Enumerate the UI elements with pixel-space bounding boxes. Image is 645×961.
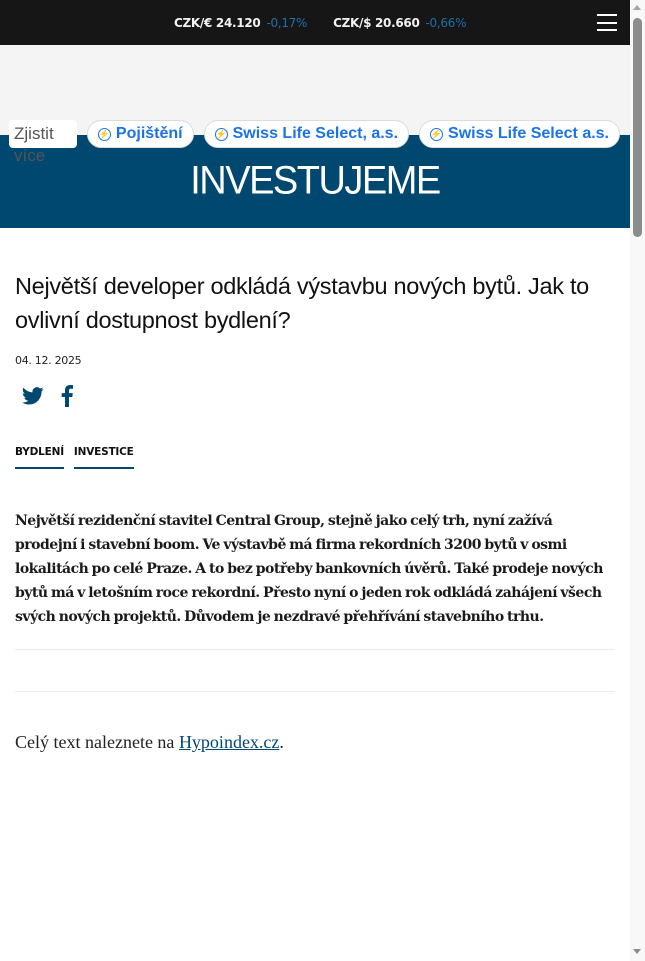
bolt-circle-icon: ⚡	[215, 128, 227, 139]
rate-usd	[333, 16, 466, 30]
top-bar	[0, 0, 630, 45]
ad-chip-swiss-life-select-2[interactable]	[419, 120, 620, 148]
ad-chip-swiss-life-select-1[interactable]	[204, 120, 409, 148]
exchange-rates	[174, 0, 492, 45]
source-link[interactable]: Hypoindex.cz	[178, 732, 280, 752]
facebook-share-button[interactable]	[59, 384, 75, 408]
vertical-scrollbar[interactable]	[630, 0, 645, 961]
rate-eur-change: -0,17%	[266, 15, 308, 30]
facebook-icon	[61, 385, 73, 407]
ad-chips	[9, 120, 630, 165]
rate-eur	[174, 16, 307, 30]
rate-usd-value: CZK/$ 20.660	[333, 15, 420, 30]
twitter-share-button[interactable]	[21, 384, 45, 408]
article	[0, 269, 630, 753]
twitter-icon	[22, 387, 44, 405]
scroll-up-arrow-icon[interactable]	[633, 5, 641, 10]
ad-bar	[0, 45, 630, 165]
ad-chip-pojisteni[interactable]	[87, 120, 194, 148]
ad-chip-label: Swiss Life Select, a.s.	[232, 125, 399, 142]
source-suffix: .	[279, 732, 284, 752]
rate-eur-value: CZK/€ 24.120	[174, 15, 261, 30]
ad-chip-label: Swiss Life Select a.s.	[448, 125, 609, 142]
source-prefix: Celý text naleznete na	[15, 732, 179, 752]
tag-investice[interactable]: INVESTICE	[74, 446, 134, 469]
menu-line	[597, 22, 617, 24]
article-title: Největší developer odkládá výstavbu nových bytů. Jak to ovlivní dostupnost bydlení?	[15, 273, 589, 333]
bolt-circle-icon: ⚡	[430, 128, 443, 139]
menu-line	[597, 14, 617, 16]
source-note	[15, 732, 615, 753]
scrollbar-thumb[interactable]	[633, 18, 642, 237]
bolt-circle-icon: ⚡	[98, 128, 111, 139]
article-lead: Největší rezidenční stavitel Central Group, stejně jako celý trh, nyní zažívá prodejní i stavební boom. Ve výstavbě má firma rekordních 3200 bytů v osmi lokalitách po celé Praze. A to bez potřeby bankovních úvěrů. Také prodeje nových bytů má v letošním roce rekordní. Přesto nyní o jeden rok odkládá zahájení všech svých nových projektů. Důvodem je nezdravé přehřívání stavebního trhu.	[15, 513, 603, 625]
ad-chip-label: Pojištění	[115, 125, 183, 142]
scroll-down-arrow-icon[interactable]	[633, 949, 641, 954]
brand-banner[interactable]	[0, 135, 630, 228]
article-date: 04. 12. 2025	[15, 354, 82, 367]
rate-usd-change: -0,66%	[425, 15, 467, 30]
article-tags	[15, 446, 615, 469]
divider	[15, 649, 615, 650]
divider	[15, 691, 615, 692]
hamburger-menu-icon[interactable]	[597, 14, 617, 31]
menu-line	[597, 29, 617, 31]
ad-more-label: Zjistit více	[9, 120, 77, 148]
tag-bydleni[interactable]: BYDLENÍ	[15, 446, 64, 469]
site-logo[interactable]: INVESTUJEME	[190, 158, 440, 204]
share-buttons	[15, 383, 615, 409]
